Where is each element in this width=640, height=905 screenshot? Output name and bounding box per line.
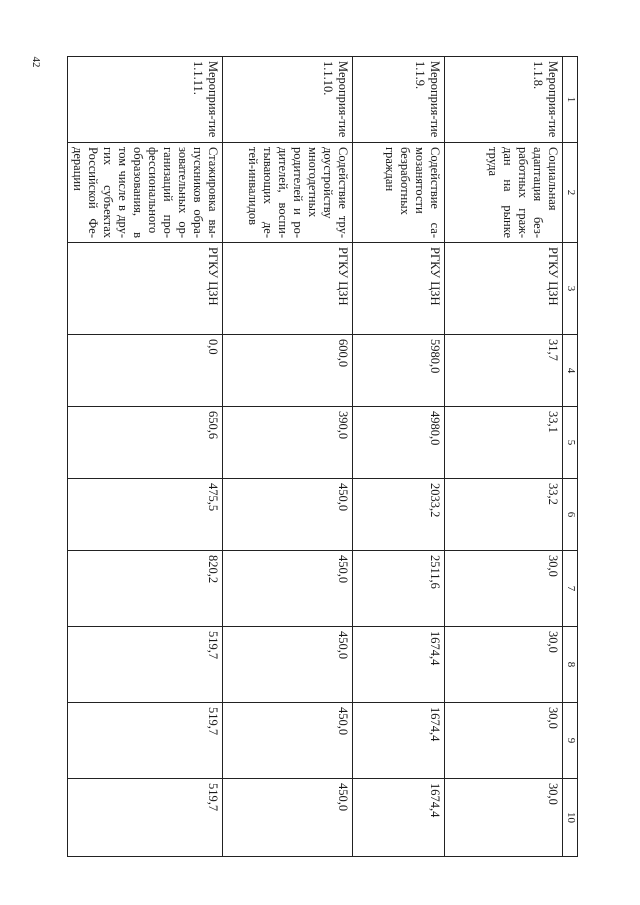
column-index: 4	[563, 335, 578, 407]
value-cell: 600,0	[223, 335, 353, 407]
value-cell: 5980,0	[353, 335, 445, 407]
value-cell: 0,0	[68, 335, 223, 407]
column-index: 3	[563, 243, 578, 335]
event-cell: Мероприя-тие 1.1.10.	[223, 57, 353, 143]
budget-table	[67, 56, 578, 857]
column-index-row	[563, 57, 578, 857]
event-cell: Мероприя-тие 1.1.11.	[68, 57, 223, 143]
value-cell: 450,0	[223, 703, 353, 779]
executor-cell: РГКУ ЦЗН	[68, 243, 223, 335]
rotated-table-container	[71, 56, 578, 856]
value-cell: 519,7	[68, 627, 223, 703]
column-index: 10	[563, 779, 578, 857]
value-cell: 2511,6	[353, 551, 445, 627]
value-cell: 650,6	[68, 407, 223, 479]
description-cell: Стажировка вы-пускников обра-зовательных ор-ганизаций про-фессионального образования, в том числе в дру-гих субъектах Российской Фе-дерации	[68, 143, 223, 243]
value-cell: 519,7	[68, 779, 223, 857]
value-cell: 450,0	[223, 627, 353, 703]
description-cell: Содействие тру-доустройству многодетных родителей и ро-дителей, воспи-тывающих де-тей-инвалидов	[223, 143, 353, 243]
value-cell: 31,7	[445, 335, 563, 407]
value-cell: 30,0	[445, 627, 563, 703]
value-cell: 33,2	[445, 479, 563, 551]
description-cell: Содействие са-мозанятости безработных граждан	[353, 143, 445, 243]
value-cell: 390,0	[223, 407, 353, 479]
value-cell: 519,7	[68, 703, 223, 779]
value-cell: 450,0	[223, 551, 353, 627]
value-cell: 450,0	[223, 479, 353, 551]
value-cell: 450,0	[223, 779, 353, 857]
value-cell: 4980,0	[353, 407, 445, 479]
table-row	[223, 57, 353, 857]
event-cell: Мероприя-тие 1.1.9.	[353, 57, 445, 143]
executor-cell: РГКУ ЦЗН	[223, 243, 353, 335]
column-index: 9	[563, 703, 578, 779]
value-cell: 1674,4	[353, 703, 445, 779]
value-cell: 475,5	[68, 479, 223, 551]
column-index: 2	[563, 143, 578, 243]
value-cell: 1674,4	[353, 779, 445, 857]
value-cell: 30,0	[445, 551, 563, 627]
value-cell: 820,2	[68, 551, 223, 627]
column-index: 8	[563, 627, 578, 703]
table-row	[353, 57, 445, 857]
column-index: 1	[563, 57, 578, 143]
value-cell: 1674,4	[353, 627, 445, 703]
executor-cell: РГКУ ЦЗН	[445, 243, 563, 335]
column-index: 7	[563, 551, 578, 627]
description-cell: Социальная адаптация без-работных граж-дан на рынке труда	[445, 143, 563, 243]
column-index: 5	[563, 407, 578, 479]
value-cell: 30,0	[445, 703, 563, 779]
value-cell: 33,1	[445, 407, 563, 479]
column-index: 6	[563, 479, 578, 551]
event-cell: Мероприя-тие 1.1.8.	[445, 57, 563, 143]
page-number: 42	[30, 56, 42, 68]
value-cell: 30,0	[445, 779, 563, 857]
table-row	[445, 57, 563, 857]
value-cell: 2033,2	[353, 479, 445, 551]
executor-cell: РГКУ ЦЗН	[353, 243, 445, 335]
table-row	[68, 57, 223, 857]
